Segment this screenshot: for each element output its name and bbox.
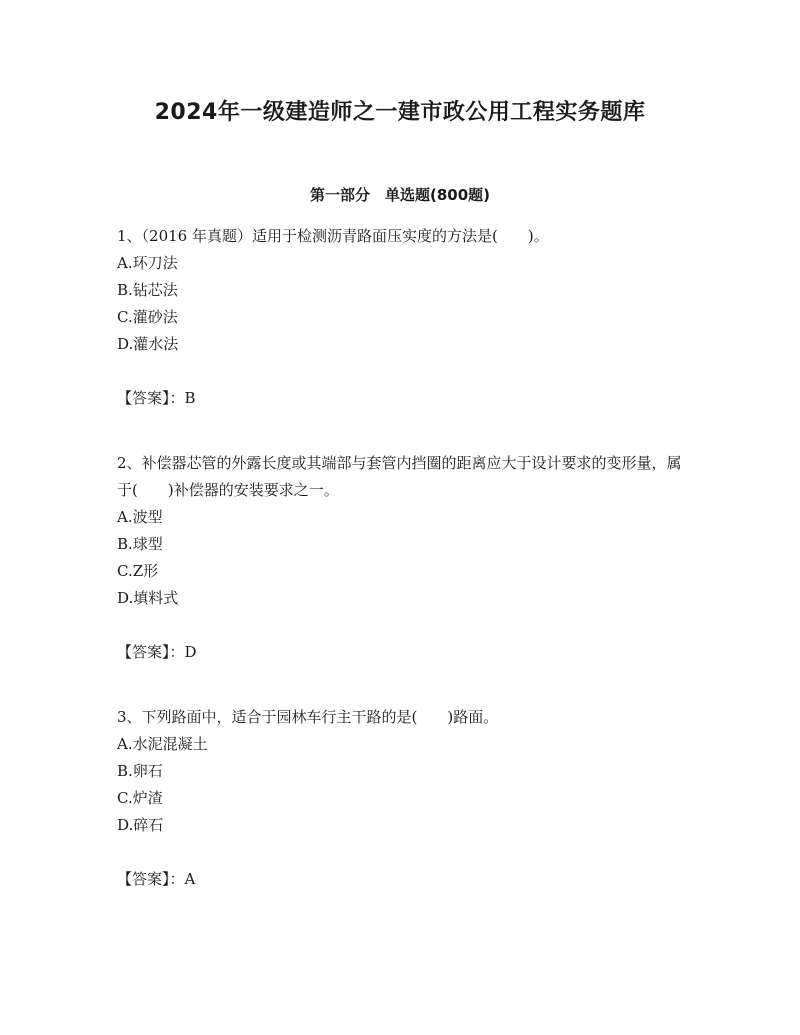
question-option: B.球型 — [117, 535, 163, 553]
question-item — [117, 223, 687, 412]
question-stem: 3、下列路面中，适合于园林车行主干路的是( )路面。 — [117, 708, 499, 726]
question-stem: 2、补偿器芯管的外露长度或其端部与套管内挡圈的距离应大于设计要求的变形量，属于( )补偿器的安装要求之一。 — [117, 454, 682, 499]
question-option: D.碎石 — [117, 816, 164, 834]
question-answer: 【答案】：B — [117, 389, 196, 407]
question-list — [117, 223, 687, 893]
question-option: D.填料式 — [117, 589, 179, 607]
question-option: C.灌砂法 — [117, 308, 178, 326]
document-title: 2024年一级建造师之一建市政公用工程实务题库 — [154, 100, 646, 125]
question-stem: 1、（2016 年真题）适用于检测沥青路面压实度的方法是( )。 — [117, 227, 549, 245]
section-title: 第一部分 单选题(800题) — [309, 186, 491, 204]
question-option: C.Z形 — [117, 562, 159, 580]
question-item — [117, 704, 687, 893]
question-option: B.卵石 — [117, 762, 163, 780]
question-spacer — [117, 412, 687, 450]
question-item — [117, 450, 687, 666]
question-spacer — [117, 666, 687, 704]
question-answer: 【答案】：A — [117, 870, 196, 888]
question-option: A.水泥混凝土 — [117, 735, 208, 753]
question-option: A.波型 — [117, 508, 163, 526]
question-option: D.灌水法 — [117, 335, 179, 353]
question-option: A.环刀法 — [117, 254, 178, 272]
question-option: B.钻芯法 — [117, 281, 178, 299]
question-option: C.炉渣 — [117, 789, 163, 807]
question-answer: 【答案】：D — [117, 643, 197, 661]
